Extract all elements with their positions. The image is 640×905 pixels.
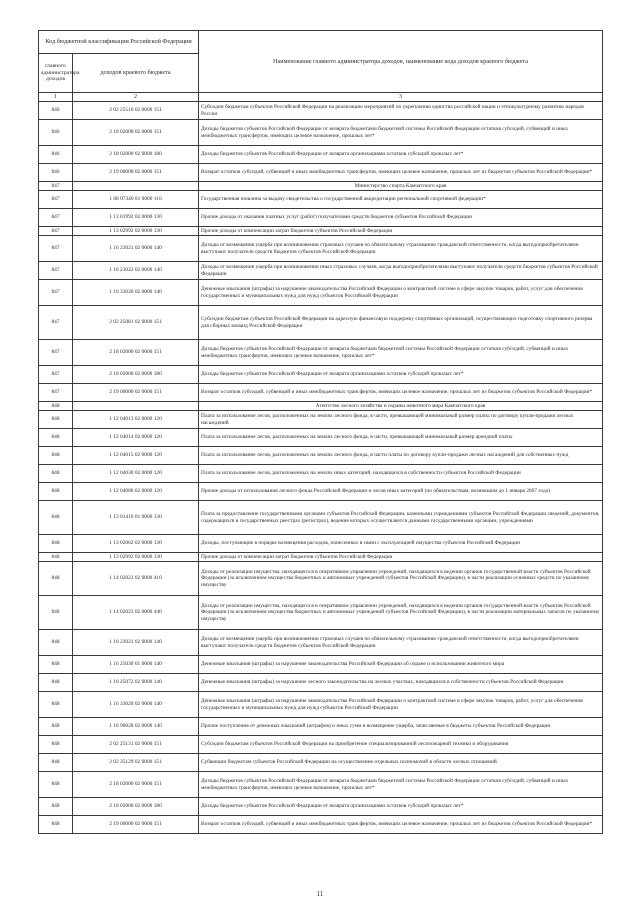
income-code-cell: 1 14 02023 02 0000 410	[73, 562, 199, 596]
income-code-cell: 1 16 33020 02 0000 140	[73, 280, 199, 306]
table-row	[39, 164, 603, 182]
admin-code-cell: 846	[39, 102, 73, 120]
income-code-cell: 2 19 00000 02 0000 151	[73, 816, 199, 834]
table-row	[39, 280, 603, 306]
table-row	[39, 209, 603, 227]
income-code-cell: 1 16 23021 02 0000 140	[73, 236, 199, 262]
income-code-cell: 2 18 02000 02 0000 151	[73, 340, 199, 366]
income-name-cell: Доходы от реализации имущества, находящегося в оперативном управлении учреждений, находящихся в ведении органов государственной власти субъектов Российской Федерации (за исключением имущества бюджетных и автономных учреждений субъектов Российской Федерации), в части реализации основных средств по указанному имуществу	[199, 562, 603, 596]
income-name-cell: Плата за использование лесов, расположенных на землях лесного фонда, в части, превышающей минимальный размер платы по договору купли-продажи лесных насаждений	[199, 411, 603, 429]
table-row	[39, 692, 603, 718]
income-name-cell: Доходы от возмещения ущерба при возникновении страховых случаев по обязательному страхованию гражданской ответственности, когда выгодоприобретателями выступают получатели средств бюджетов субъектов Российской Федерации	[199, 236, 603, 262]
table-row	[39, 465, 603, 483]
income-code-cell: 1 08 07340 01 0000 110	[73, 191, 199, 209]
table-row	[39, 535, 603, 553]
income-code-cell: 1 14 02023 02 0000 440	[73, 596, 199, 630]
income-name-cell: Плата за предоставление государственными органами субъектов Российской Федерации, казенными учреждениями субъектов Российской Федерации сведений, документов, содержащихся в государственных реестрах (регистрах), ведение которых осуществляется данными государственными органами, учреждениями	[199, 501, 603, 535]
income-code-cell: 1 12 04015 02 0000 120	[73, 447, 199, 465]
income-name-cell: Денежные взыскания (штрафы) за нарушение лесного законодательства на лесных участках, находящихся в собственности субъектов Российской Федерации	[199, 674, 603, 692]
admin-code-cell: 847	[39, 182, 73, 191]
header-row-group	[39, 31, 603, 54]
income-code-cell: 2 19 00000 02 0000 151	[73, 164, 199, 182]
admin-code-cell: 848	[39, 596, 73, 630]
admin-code-cell: 848	[39, 429, 73, 447]
income-name-cell: Плата за использование лесов, расположенных на землях иных категорий, находящихся в собственности субъектов Российской Федерации	[199, 465, 603, 483]
income-name-cell: Доходы бюджетов субъектов Российской Федерации от возврата организациями остатков субсидий прошлых лет*	[199, 366, 603, 384]
table-row	[39, 754, 603, 772]
table-row	[39, 236, 603, 262]
admin-code-cell: 848	[39, 656, 73, 674]
income-name-cell: Прочие доходы от компенсации затрат бюджетов субъектов Российской Федерации	[199, 553, 603, 562]
table-row	[39, 340, 603, 366]
income-code-cell: 1 13 02992 02 0000 130	[73, 227, 199, 236]
income-code-cell: 2 18 02000 02 0000 151	[73, 772, 199, 798]
table-row	[39, 102, 603, 120]
admin-code-cell: 847	[39, 191, 73, 209]
income-name-cell: Прочие поступления от денежных взысканий (штрафов) и иных сумм в возмещение ущерба, зачисляемые в бюджеты субъектов Российской Федерации	[199, 718, 603, 736]
table-row	[39, 411, 603, 429]
admin-code-cell: 847	[39, 209, 73, 227]
admin-code-cell: 847	[39, 366, 73, 384]
table-row	[39, 656, 603, 674]
admin-code-cell: 846	[39, 146, 73, 164]
header-number-row	[39, 93, 603, 102]
revenue-codes-table	[38, 30, 603, 834]
table-row	[39, 227, 603, 236]
section-heading-row	[39, 402, 603, 411]
admin-code-cell: 848	[39, 772, 73, 798]
section-heading-row	[39, 182, 603, 191]
table-row	[39, 798, 603, 816]
document-page	[38, 30, 602, 834]
page-number: 11	[316, 890, 324, 898]
income-name-cell: Денежные взыскания (штрафы) за нарушение законодательства Российской Федерации о контрактной системе в сфере закупок товаров, работ, услуг для обеспечения государственных и муниципальных нужд для нужд субъектов Российской Федерации	[199, 280, 603, 306]
income-code-cell: 2 02 35129 02 0000 151	[73, 754, 199, 772]
table-row	[39, 630, 603, 656]
income-name-cell: Субсидии бюджетам субъектов Российской Федерации на приобретение специализированной лесопожарной техники и оборудования	[199, 736, 603, 754]
header-group-title: Код бюджетной классификации Российской Федерации	[39, 31, 199, 54]
income-code-cell: 1 13 02062 02 0000 130	[73, 535, 199, 553]
table-row	[39, 120, 603, 146]
table-row	[39, 384, 603, 402]
income-name-cell: Прочие доходы от использования лесного фонда Российской Федерации и лесов иных категорий (по обязательствам, возникшим до 1 января 2007 года)	[199, 483, 603, 501]
admin-code-cell: 848	[39, 402, 73, 411]
table-row	[39, 772, 603, 798]
income-name-cell: Доходы бюджетов субъектов Российской Федерации от возврата организациями остатков субсидий прошлых лет*	[199, 146, 603, 164]
table-row	[39, 718, 603, 736]
income-code-cell: 2 02 25081 02 0000 151	[73, 306, 199, 340]
column-number-2: 2	[73, 93, 199, 102]
admin-code-cell: 847	[39, 340, 73, 366]
table-row	[39, 146, 603, 164]
income-code-cell: 1 16 25072 02 0000 140	[73, 674, 199, 692]
income-name-cell: Доходы бюджетов субъектов Российской Федерации от возврата бюджетами бюджетной системы Российской Федерации остатков субсидий, субвенций и иных межбюджетных трансфертов, имеющих целевое назначение, прошлых лет*	[199, 120, 603, 146]
admin-code-cell: 847	[39, 384, 73, 402]
income-code-cell: 1 16 25030 01 0000 140	[73, 656, 199, 674]
income-code-cell: 2 18 02000 02 0000 180	[73, 366, 199, 384]
column-number-1: 1	[39, 93, 73, 102]
income-code-cell: 1 16 90020 02 0000 140	[73, 718, 199, 736]
income-code-cell: 1 12 04080 02 0000 120	[73, 483, 199, 501]
table-row	[39, 596, 603, 630]
income-code-cell: 2 18 02000 02 0000 180	[73, 798, 199, 816]
income-name-cell: Субвенции бюджетам субъектов Российской Федерации на осуществление отдельных полномочий в области лесных отношений	[199, 754, 603, 772]
admin-code-cell: 848	[39, 736, 73, 754]
admin-code-cell: 846	[39, 164, 73, 182]
admin-code-cell: 847	[39, 262, 73, 280]
table-row	[39, 429, 603, 447]
header-name-column: Наименование главного администратора доходов, наименование кода доходов краевого бюджета	[199, 31, 603, 93]
income-code-cell: 1 13 01992 02 0000 130	[73, 209, 199, 227]
administrator-name-cell: Агентство лесного хозяйства и охраны животного мира Камчатского края	[199, 402, 603, 411]
income-name-cell: Доходы бюджетов субъектов Российской Федерации от возврата бюджетами бюджетной системы Российской Федерации остатков субсидий, субвенций и иных межбюджетных трансфертов, имеющих целевое назначение, прошлых лет*	[199, 772, 603, 798]
admin-code-cell: 848	[39, 692, 73, 718]
admin-code-cell: 848	[39, 483, 73, 501]
income-name-cell: Доходы от возмещения ущерба при возникновении страховых случаев по обязательному страхованию гражданской ответственности, когда выгодоприобретателями выступают получатели средств бюджетов субъектов Российской Федерации	[199, 630, 603, 656]
table-row	[39, 366, 603, 384]
income-name-cell: Прочие доходы от компенсации затрат бюджетов субъектов Российской Федерации	[199, 227, 603, 236]
income-code-cell: 1 12 04030 02 0000 120	[73, 465, 199, 483]
admin-code-cell: 848	[39, 718, 73, 736]
admin-code-cell: 847	[39, 236, 73, 262]
income-code-cell: 2 18 02000 02 0000 151	[73, 120, 199, 146]
table-row	[39, 674, 603, 692]
income-name-cell: Субсидии бюджетам субъектов Российской Федерации на реализацию мероприятий по укреплению единства российской нации и этнокультурному развитию народов России	[199, 102, 603, 120]
admin-code-cell: 848	[39, 674, 73, 692]
income-name-cell: Денежные взыскания (штрафы) за нарушение законодательства Российской Федерации об охране и использовании животного мира	[199, 656, 603, 674]
table-row	[39, 736, 603, 754]
income-name-cell: Возврат остатков субсидий, субвенций и иных межбюджетных трансфертов, имеющих целевое назначение, прошлых лет из бюджетов субъектов Российской Федерации*	[199, 164, 603, 182]
income-code-cell: 2 18 02000 02 0000 180	[73, 146, 199, 164]
admin-code-cell: 847	[39, 306, 73, 340]
income-name-cell: Доходы от реализации имущества, находящегося в оперативном управлении учреждений, находящихся в ведении органов государственной власти субъектов Российской Федерации (за исключением имущества бюджетных и автономных учреждений субъектов Российской Федерации), в части реализации материальных запасов по указанному имуществу	[199, 596, 603, 630]
admin-code-cell: 848	[39, 535, 73, 553]
table-row	[39, 306, 603, 340]
admin-code-cell: 848	[39, 465, 73, 483]
table-body	[39, 102, 603, 834]
income-code-cell	[73, 402, 199, 411]
income-code-cell: 1 16 33020 02 0000 140	[73, 692, 199, 718]
income-code-cell: 2 19 00000 02 0000 151	[73, 384, 199, 402]
income-code-cell: 1 16 23022 02 0000 140	[73, 262, 199, 280]
income-code-cell: 2 02 25131 02 0000 151	[73, 736, 199, 754]
admin-code-cell: 848	[39, 816, 73, 834]
table-row	[39, 262, 603, 280]
income-name-cell: Доходы от возмещения ущерба при возникновении иных страховых случаев, когда выгодоприобретателями выступают получатели средств бюджетов субъектов Российской Федерации	[199, 262, 603, 280]
income-name-cell: Доходы, поступающие в порядке возмещения расходов, понесенных в связи с эксплуатацией имущества субъектов Российской Федерации	[199, 535, 603, 553]
admin-code-cell: 847	[39, 227, 73, 236]
income-name-cell: Субсидии бюджетам субъектов Российской Федерации на адресную финансовую поддержку спортивных организаций, осуществляющих подготовку спортивного резерва для сборных команд Российской Федерации	[199, 306, 603, 340]
admin-code-cell: 848	[39, 630, 73, 656]
table-row	[39, 191, 603, 209]
income-name-cell: Плата за использование лесов, расположенных на землях лесного фонда, в части, превышающей минимальный размер арендной платы	[199, 429, 603, 447]
income-name-cell: Доходы бюджетов субъектов Российской Федерации от возврата бюджетами бюджетной системы Российской Федерации остатков субсидий, субвенций и иных межбюджетных трансфертов, имеющих целевое назначение, прошлых лет*	[199, 340, 603, 366]
admin-code-cell: 847	[39, 280, 73, 306]
income-code-cell: 1 13 02992 02 0000 130	[73, 553, 199, 562]
table-row	[39, 816, 603, 834]
admin-code-cell: 848	[39, 798, 73, 816]
income-name-cell: Плата за использование лесов, расположенных на землях лесного фонда, в части платы по договору купли-продажи лесных насаждений для собственных нужд	[199, 447, 603, 465]
income-name-cell: Доходы бюджетов субъектов Российской Федерации от возврата организациями остатков субсидий прошлых лет*	[199, 798, 603, 816]
header-admin-column: главного администратора доходов	[39, 54, 73, 93]
table-row	[39, 447, 603, 465]
administrator-name-cell: Министерство спорта Камчатского края	[199, 182, 603, 191]
header-income-column: доходов краевого бюджета	[73, 54, 199, 93]
income-code-cell: 1 12 04014 02 0000 120	[73, 429, 199, 447]
admin-code-cell: 848	[39, 562, 73, 596]
income-code-cell: 1 16 23021 02 0000 140	[73, 630, 199, 656]
admin-code-cell: 848	[39, 501, 73, 535]
income-code-cell: 2 02 25516 02 0000 151	[73, 102, 199, 120]
admin-code-cell: 848	[39, 447, 73, 465]
income-name-cell: Государственная пошлина за выдачу свидетельства о государственной аккредитации региональной спортивной федерации*	[199, 191, 603, 209]
income-code-cell: 1 12 04013 02 0000 120	[73, 411, 199, 429]
admin-code-cell: 848	[39, 553, 73, 562]
table-row	[39, 562, 603, 596]
income-code-cell: 1 13 01410 01 0000 130	[73, 501, 199, 535]
table-row	[39, 553, 603, 562]
table-row	[39, 483, 603, 501]
table-row	[39, 501, 603, 535]
income-name-cell: Возврат остатков субсидий, субвенций и иных межбюджетных трансфертов, имеющих целевое назначение, прошлых лет из бюджетов субъектов Российской Федерации*	[199, 816, 603, 834]
admin-code-cell: 846	[39, 120, 73, 146]
column-number-3: 3	[199, 93, 603, 102]
admin-code-cell: 848	[39, 411, 73, 429]
income-name-cell: Возврат остатков субсидий, субвенций и иных межбюджетных трансфертов, имеющих целевое назначение, прошлых лет из бюджетов субъектов Российской Федерации*	[199, 384, 603, 402]
income-name-cell: Денежные взыскания (штрафы) за нарушение законодательства Российской Федерации о контрактной системе в сфере закупок товаров, работ, услуг для обеспечения государственных и муниципальных нужд для нужд субъектов Российской Федерации	[199, 692, 603, 718]
admin-code-cell: 848	[39, 754, 73, 772]
income-name-cell: Прочие доходы от оказания платных услуг (работ) получателями средств бюджетов субъектов Российской Федерации	[199, 209, 603, 227]
income-code-cell	[73, 182, 199, 191]
